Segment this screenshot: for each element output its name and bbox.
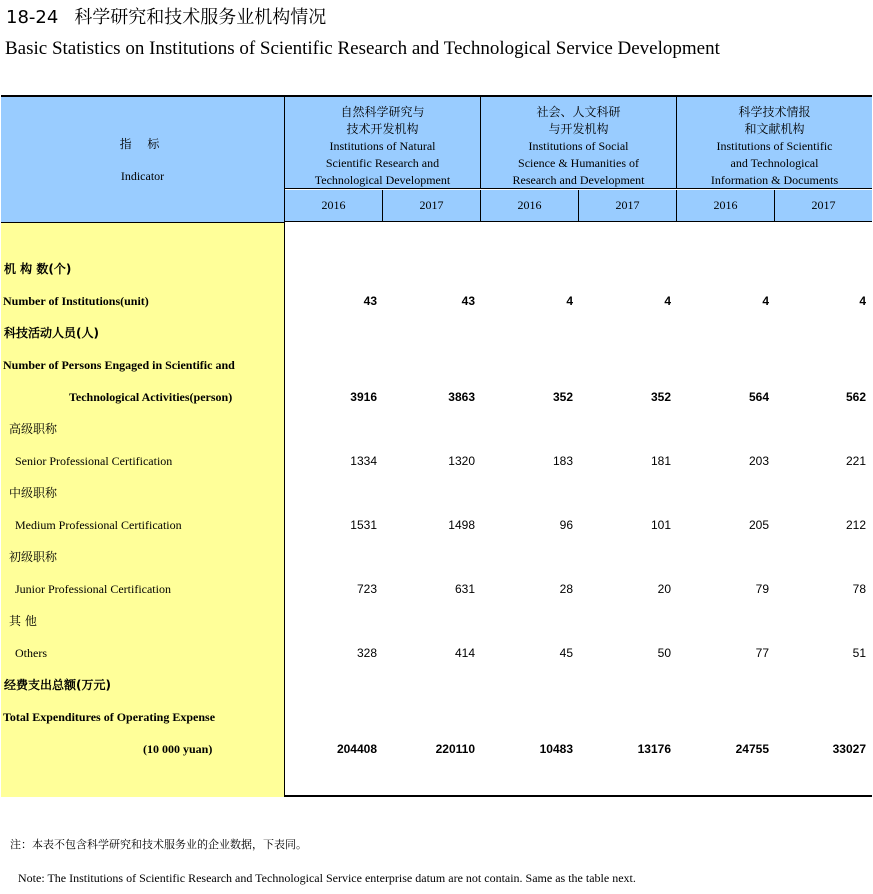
note-cn: 注：本表不包含科学研究和技术服务业的企业数据，下表同。 xyxy=(10,838,307,851)
row-label: 高级职称 xyxy=(9,422,58,436)
table-row xyxy=(1,701,872,733)
year-header: 2016 xyxy=(285,190,383,222)
group-line: Technological Development xyxy=(314,173,451,187)
cell-value: 43 xyxy=(363,294,377,308)
indicator-header xyxy=(1,97,285,223)
cell-value: 4 xyxy=(566,294,573,308)
cell-value: 43 xyxy=(461,294,475,308)
row-label: 科技活动人员(人) xyxy=(4,326,99,340)
group-line: 与开发机构 xyxy=(548,122,609,136)
cell-value: 101 xyxy=(650,518,671,532)
cell-value: 203 xyxy=(748,454,769,468)
cell-value: 181 xyxy=(650,454,671,468)
row-label: Technological Activities(person) xyxy=(69,390,233,404)
group-line: 自然科学研究与 xyxy=(340,105,425,119)
cell-value: 723 xyxy=(356,582,377,596)
group-line: and Technological xyxy=(730,156,819,170)
row-label: Number of Institutions(unit) xyxy=(3,294,149,308)
cell-value: 564 xyxy=(748,390,769,404)
table-row xyxy=(1,669,872,701)
group-header-information xyxy=(677,97,872,189)
group-line: Science & Humanities of xyxy=(518,156,639,170)
row-label: Senior Professional Certification xyxy=(15,454,173,468)
row-label: Junior Professional Certification xyxy=(15,582,171,596)
year-header: 2016 xyxy=(677,190,775,222)
cell-value: 212 xyxy=(845,518,866,532)
table-row xyxy=(1,413,872,445)
cell-value: 79 xyxy=(755,582,769,596)
table-row xyxy=(1,733,872,765)
row-label: Others xyxy=(15,646,47,660)
cell-value: 352 xyxy=(552,390,573,404)
cell-value: 3916 xyxy=(350,390,377,404)
cell-value: 221 xyxy=(845,454,866,468)
cell-value: 4 xyxy=(859,294,866,308)
table-row xyxy=(1,349,872,381)
cell-value: 183 xyxy=(552,454,573,468)
cell-value: 352 xyxy=(650,390,671,404)
cell-value: 20 xyxy=(657,582,671,596)
table-row xyxy=(1,477,872,509)
group-line: 社会、人文科研 xyxy=(536,105,621,119)
table-number: 18-24 xyxy=(6,7,59,28)
cell-value: 328 xyxy=(356,646,377,660)
table-row xyxy=(1,573,872,605)
table-row xyxy=(1,605,872,637)
table-row xyxy=(1,445,872,477)
year-header: 2017 xyxy=(775,190,872,222)
table-title-cn xyxy=(6,6,326,30)
year-header: 2016 xyxy=(481,190,579,222)
cell-value: 1320 xyxy=(448,454,475,468)
row-label: (10 000 yuan) xyxy=(143,742,213,756)
cell-value: 50 xyxy=(657,646,671,660)
cell-value: 1531 xyxy=(350,518,377,532)
cell-value: 10483 xyxy=(539,742,573,756)
indicator-header-cn: 指 标 xyxy=(119,137,166,151)
table-row xyxy=(1,637,872,669)
group-line: Institutions of Natural xyxy=(329,139,436,153)
table-row xyxy=(1,317,872,349)
row-label: Medium Professional Certification xyxy=(15,518,182,532)
table-row xyxy=(1,509,872,541)
table-title-en: Basic Statistics on Institutions of Scientific Research and Technological Service Development xyxy=(5,38,720,59)
note-en: Note: The Institutions of Scientific Research and Technological Service enterprise datum are not contain. Same as the table next. xyxy=(18,871,636,885)
group-line: Information & Documents xyxy=(710,173,839,187)
row-label: 其 他 xyxy=(9,614,37,628)
cell-value: 4 xyxy=(664,294,671,308)
cell-value: 204408 xyxy=(336,742,377,756)
row-label: 经费支出总额(万元) xyxy=(4,678,111,692)
row-label: Number of Persons Engaged in Scientific and xyxy=(3,358,235,372)
cell-value: 13176 xyxy=(637,742,671,756)
cell-value: 24755 xyxy=(735,742,769,756)
cell-value: 4 xyxy=(762,294,769,308)
table-row xyxy=(1,381,872,413)
cell-value: 51 xyxy=(852,646,866,660)
group-line: Research and Development xyxy=(512,173,645,187)
cell-value: 28 xyxy=(559,582,573,596)
cell-value: 1498 xyxy=(448,518,475,532)
row-label: 初级职称 xyxy=(9,550,58,564)
cell-value: 414 xyxy=(454,646,475,660)
cell-value: 631 xyxy=(454,582,475,596)
group-line: 科学技术情报 xyxy=(738,105,811,119)
cell-value: 220110 xyxy=(435,742,475,756)
row-label: Total Expenditures of Operating Expense xyxy=(3,710,216,724)
cell-value: 96 xyxy=(559,518,573,532)
cell-value: 45 xyxy=(559,646,573,660)
row-label: 中级职称 xyxy=(9,486,58,500)
statistics-table xyxy=(1,95,872,797)
group-line: Institutions of Social xyxy=(528,139,629,153)
row-label: 机 构 数(个) xyxy=(4,262,72,276)
year-header: 2017 xyxy=(383,190,481,222)
table-row xyxy=(1,285,872,317)
cell-value: 33027 xyxy=(832,742,866,756)
cell-value: 3863 xyxy=(448,390,475,404)
cell-value: 78 xyxy=(852,582,866,596)
year-header: 2017 xyxy=(579,190,677,222)
cell-value: 1334 xyxy=(350,454,377,468)
indicator-header-en: Indicator xyxy=(120,169,165,183)
group-header-social-science xyxy=(481,97,677,189)
group-line: 技术开发机构 xyxy=(346,122,419,136)
group-header-natural-science xyxy=(285,97,481,189)
table-row xyxy=(1,541,872,573)
group-line: 和文献机构 xyxy=(744,122,805,136)
group-line: Scientific Research and xyxy=(325,156,440,170)
cell-value: 562 xyxy=(845,390,866,404)
group-line: Institutions of Scientific xyxy=(716,139,833,153)
cell-value: 205 xyxy=(748,518,769,532)
title-cn-text: 科学研究和技术服务业机构情况 xyxy=(74,7,327,28)
cell-value: 77 xyxy=(755,646,769,660)
table-row xyxy=(1,253,872,285)
